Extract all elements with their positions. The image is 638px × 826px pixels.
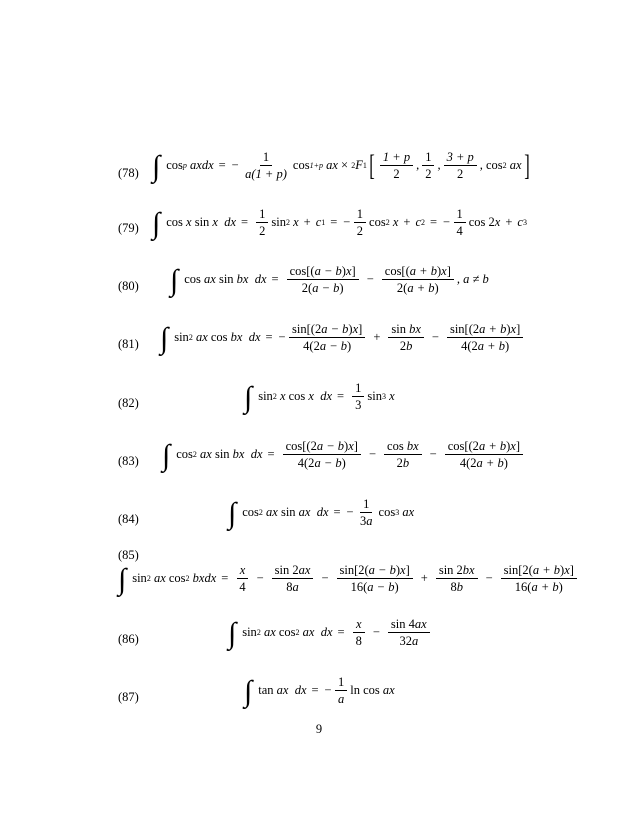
equation-86: ∫ sin 2 ax cos 2 ax dx = $\frac{x}{8}$ − $\frac{\sin 4ax}{32a}$ xyxy=(228,617,433,649)
equation-84: ∫ cos 2 ax sin ax dx = − $\frac{1}{3a}$ cos 3 ax xyxy=(228,496,415,530)
equation-number: (78) xyxy=(118,166,139,180)
equation-number: (81) xyxy=(118,337,139,351)
equation-number: (83) xyxy=(118,454,139,468)
equation-78: ∫ cos p axdx = − $\frac{1}{a(1 + p)}$ cos 1+p ax × 2 F 1 [ $\frac{1 + p}{2}$ , $\frac{1}{2}$ , $\frac{3 + p}{2}$ , cos 2 ax ] xyxy=(152,148,530,183)
equation-number: (85) xyxy=(118,548,139,562)
equation-85: ∫ sin 2 ax cos 2 bxdx = $\frac{x}{4}$ − $\frac{\sin 2ax}{8a}$ − $\frac{\sin[2(a - b)x]}{16(a - b)}$ + $\frac{\sin 2bx}{8b}$ − $\frac{\sin[2(a + b)x]}{16(a + b)}$ xyxy=(118,563,580,595)
equation-number: (84) xyxy=(118,512,139,526)
equation-number: (87) xyxy=(118,690,139,704)
equation-number: (86) xyxy=(118,632,139,646)
equation-80: ∫ cos ax sin bx dx = $\frac{\cos[(a - b)x]}{2(a - b)}$ − $\frac{\cos[(a + b)x]}{2(a + b)}$ , a ≠ b xyxy=(170,263,489,297)
equation-82: ∫ sin 2 x cos x dx = $\frac{1}{3}$ sin 3 x xyxy=(244,380,395,414)
page-number: 9 xyxy=(315,722,323,736)
equation-83: ∫ cos 2 ax sin bx dx = $\frac{\cos[(2a - b)x]}{4(2a - b)}$ − $\frac{\text{cos bx}}{2b}$ − $\frac{\cos[(2a + b)x]}{4(2a + b)}$ xyxy=(162,439,526,471)
equation-79: ∫ cos x sin x dx = $\frac{1}{2}$ sin 2 x + c 1 = − $\frac{1}{2}$ cos 2 x + c 2 = − $\frac{1}{4}$ cos 2 x + c 3 xyxy=(152,206,527,240)
equation-number: (80) xyxy=(118,279,139,293)
integral-sign: ∫ xyxy=(152,149,161,183)
equation-87: ∫ tan ax dx = − $\frac{1}{a}$ ln cos ax xyxy=(244,674,395,708)
equation-number: (82) xyxy=(118,396,139,410)
equation-number: (79) xyxy=(118,221,139,235)
equation-81: ∫ sin 2 ax cos bx dx = − $\frac{\sin[(2a - b)x]}{4(2a - b)}$ + $\frac{\text{sin bx}}{2b}$ − $\frac{\sin[(2a + b)x]}{4(2a + b)}$ xyxy=(160,322,526,354)
